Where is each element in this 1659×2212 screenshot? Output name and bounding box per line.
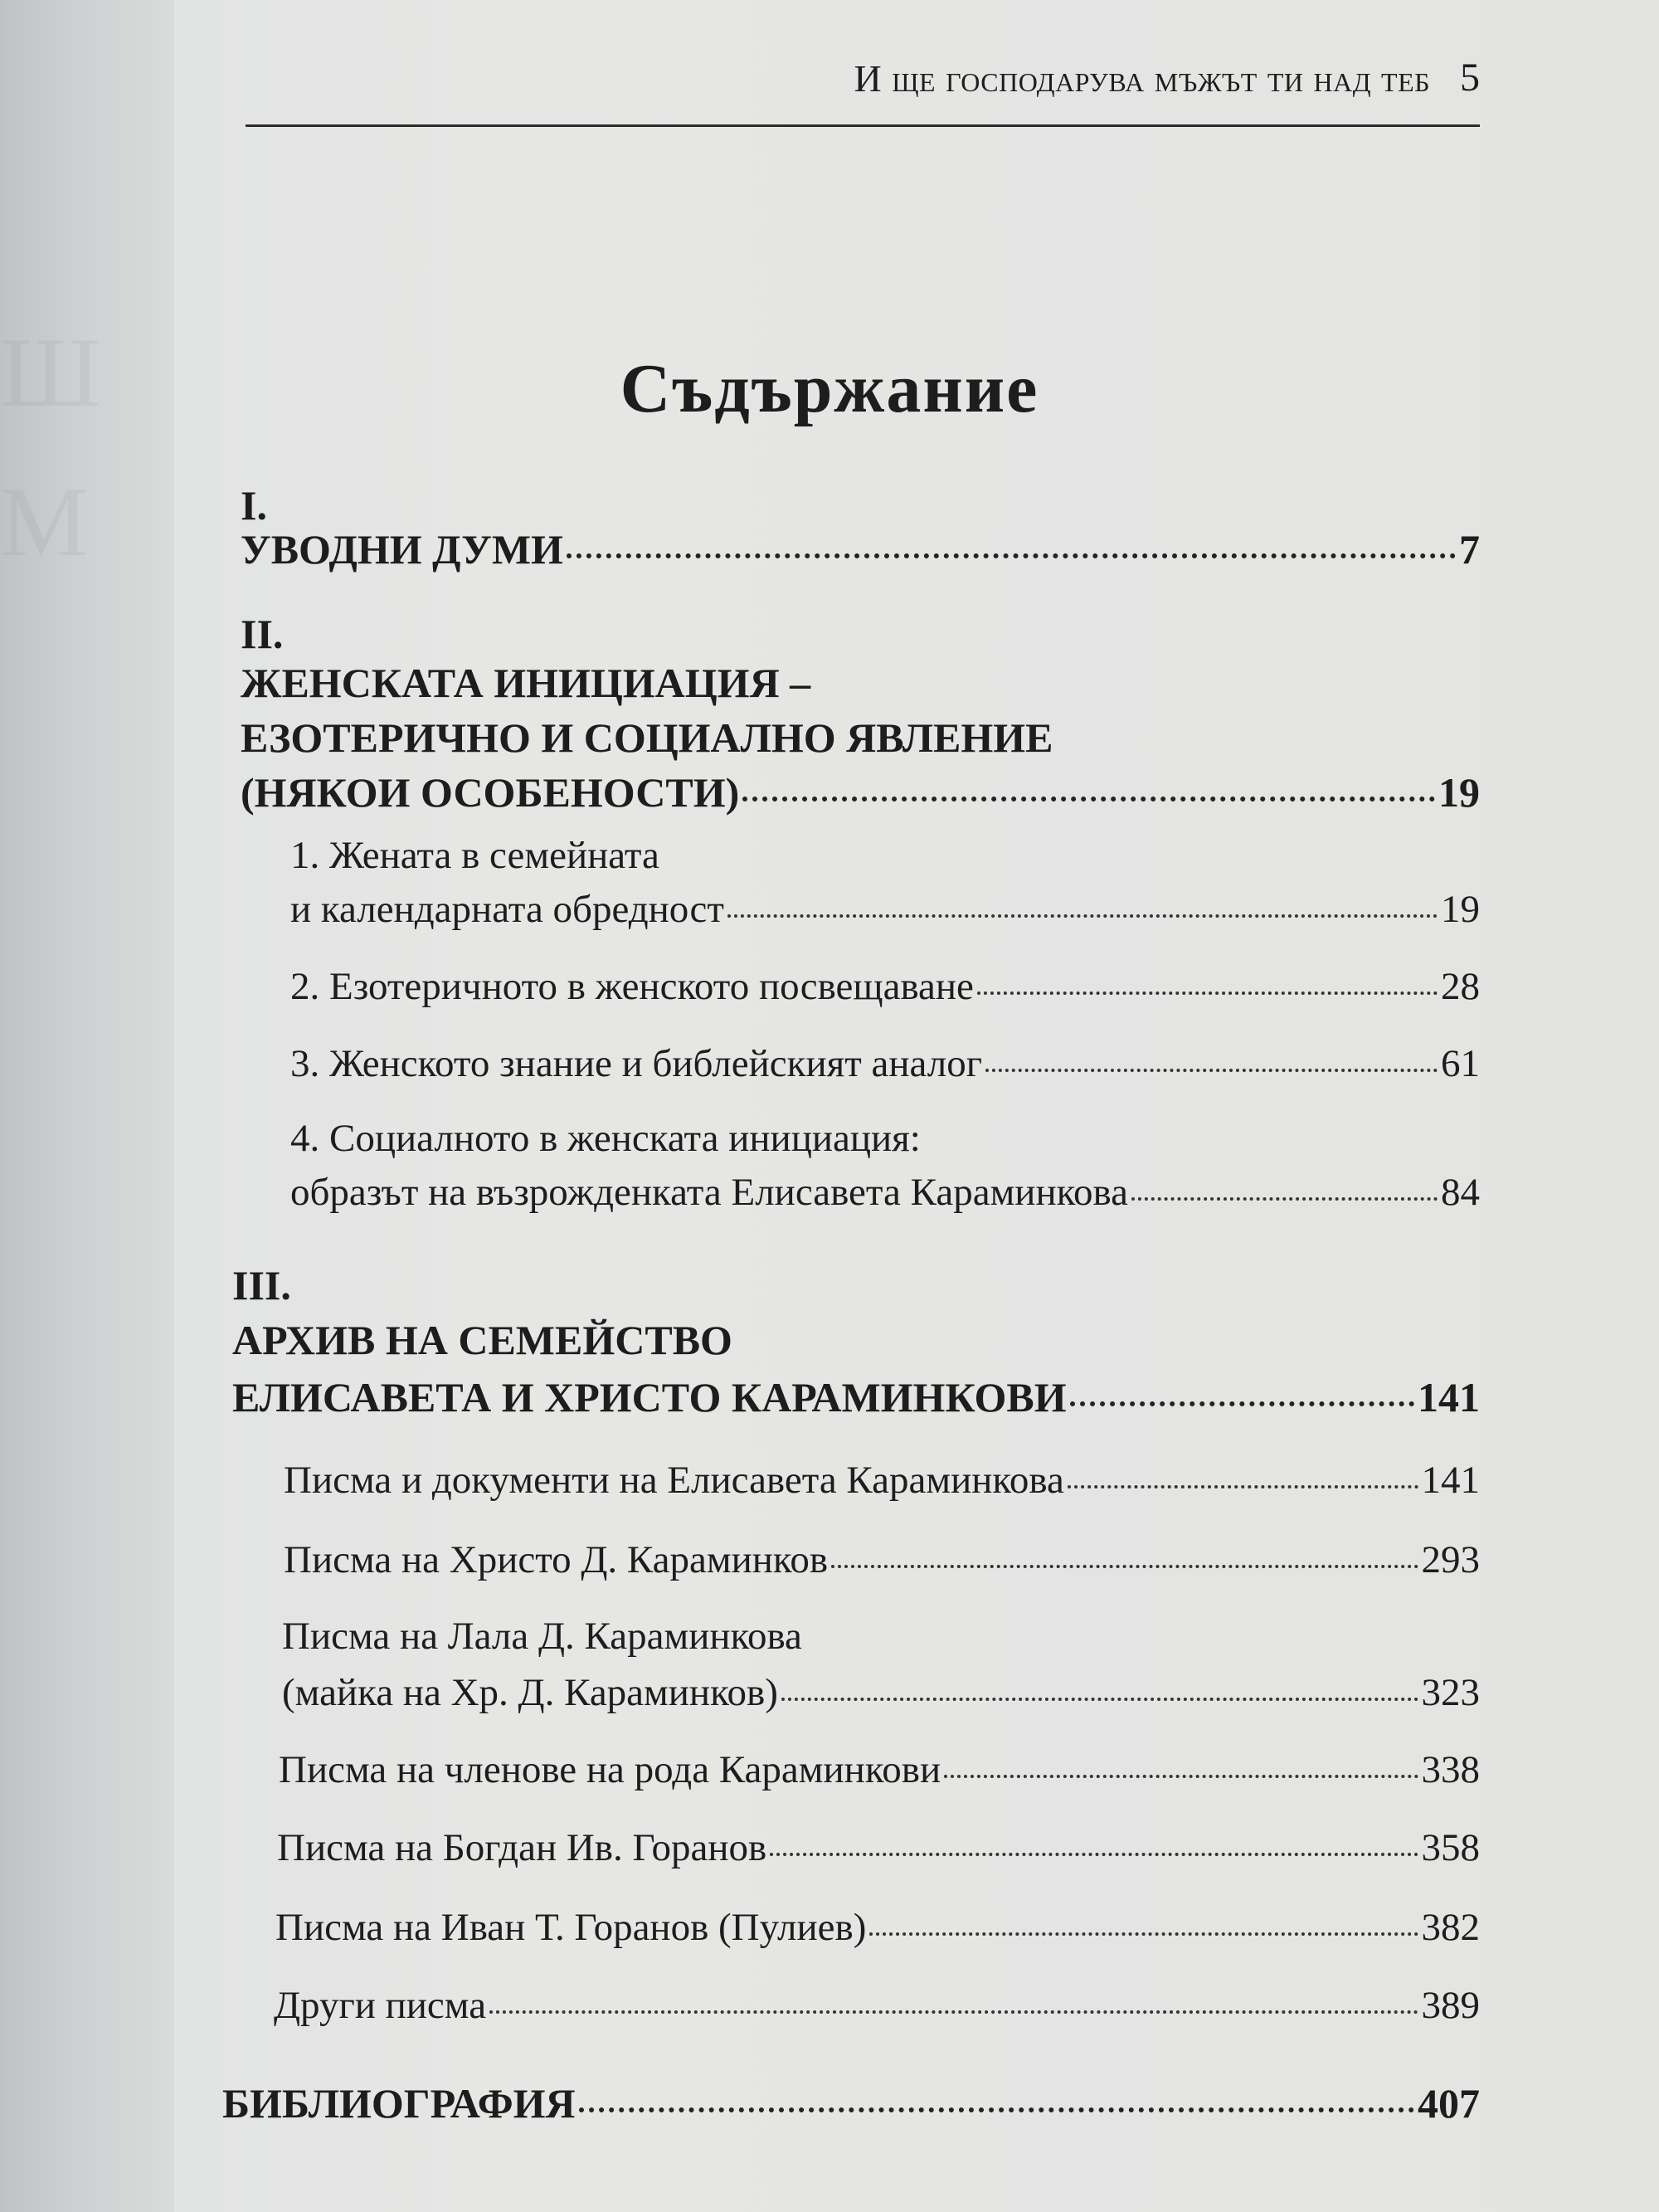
toc-page-number: 7 xyxy=(1459,526,1480,572)
toc-page-number: 28 xyxy=(1441,965,1480,1008)
toc-entry-label: Други писма xyxy=(274,1984,487,2027)
toc-page-number: 141 xyxy=(1421,1459,1480,1502)
toc-subentry-line: Писма на Лала Д. Караминкова xyxy=(282,1615,802,1658)
toc-subentry[interactable] xyxy=(290,964,1480,1009)
dot-leader xyxy=(567,553,1456,558)
toc-page-number: 382 xyxy=(1421,1906,1480,1949)
toc-page-number: 141 xyxy=(1418,1374,1480,1420)
toc-page-number: 358 xyxy=(1421,1826,1480,1869)
toc-entry-section-3[interactable] xyxy=(232,1373,1480,1421)
toc-page-number: 84 xyxy=(1441,1171,1480,1214)
section-number: III. xyxy=(232,1262,291,1308)
toc-entry-label: Писма на Иван Т. Горанов (Пулиев) xyxy=(275,1906,867,1949)
toc-subentry[interactable] xyxy=(284,1537,1480,1582)
dot-leader xyxy=(1068,1485,1418,1488)
toc-entry-label: и календарната обредност xyxy=(290,888,724,931)
toc-subentry[interactable] xyxy=(290,1170,1480,1215)
toc-page-number: 407 xyxy=(1418,2080,1480,2127)
toc-entry-section-2[interactable] xyxy=(241,768,1480,816)
dot-leader xyxy=(1131,1197,1438,1201)
running-title: И ще господарува мъжът ти над теб xyxy=(854,57,1430,100)
section-number: I. xyxy=(241,482,267,529)
toc-entry-label: (НЯКОИ ОСОБЕНОСТИ) xyxy=(241,769,740,816)
section-title-line: ЕЗОТЕРИЧНО И СОЦИАЛНО ЯВЛЕНИЕ xyxy=(241,714,1053,761)
toc-entry-label: 3. Женското знание и библейският аналог xyxy=(290,1042,983,1085)
toc-entry-label: Писма на членове на рода Караминкови xyxy=(279,1748,941,1791)
toc-subentry-line: 4. Социалното в женската инициация: xyxy=(290,1117,921,1160)
dot-leader xyxy=(985,1069,1438,1072)
toc-entry-section-1[interactable] xyxy=(241,525,1480,573)
section-number: II. xyxy=(241,611,284,657)
dot-leader xyxy=(944,1775,1418,1778)
toc-entry-label: (майка на Хр. Д. Караминков) xyxy=(282,1671,778,1714)
toc-subentry[interactable] xyxy=(290,1041,1480,1086)
dot-leader xyxy=(977,992,1438,995)
toc-entry-label: Писма на Христо Д. Караминков xyxy=(284,1538,829,1581)
toc-entry-label: 2. Езотеричното в женското посвещаване xyxy=(290,965,974,1008)
dot-leader xyxy=(742,797,1435,801)
toc-page-number: 338 xyxy=(1421,1748,1480,1791)
toc-subentry[interactable] xyxy=(282,1670,1480,1715)
toc-entry-label: Писма на Богдан Ив. Горанов xyxy=(277,1826,767,1869)
dot-leader xyxy=(489,2010,1418,2014)
section-title-line: АРХИВ НА СЕМЕЙСТВО xyxy=(232,1317,732,1363)
toc-subentry[interactable] xyxy=(274,1983,1480,2028)
page-number: 5 xyxy=(1460,56,1480,100)
dot-leader xyxy=(579,2107,1414,2112)
toc-subentry-line: 1. Жената в семейната xyxy=(290,834,659,877)
dot-leader xyxy=(781,1698,1418,1701)
toc-page-number: 323 xyxy=(1421,1671,1480,1714)
toc-entry-label: УВОДНИ ДУМИ xyxy=(241,526,563,572)
toc-page-number: 19 xyxy=(1438,769,1480,816)
toc-page-number: 389 xyxy=(1421,1984,1480,2027)
toc-entry-bibliography[interactable] xyxy=(222,2079,1480,2127)
section-title-line: ЖЕНСКАТА ИНИЦИАЦИЯ – xyxy=(241,660,811,706)
toc-entry-label: Писма и документи на Елисавета Караминкова xyxy=(284,1459,1064,1502)
dot-leader xyxy=(770,1853,1418,1856)
toc-subentry[interactable] xyxy=(275,1905,1480,1950)
toc-subentry[interactable] xyxy=(290,887,1480,932)
toc-page-number: 61 xyxy=(1441,1042,1480,1085)
bleed-through-glyph: Ш xyxy=(0,317,101,427)
toc-title: Съдържание xyxy=(620,350,1039,427)
toc-subentry[interactable] xyxy=(277,1825,1480,1870)
toc-page-number: 293 xyxy=(1421,1538,1480,1581)
toc-subentry[interactable] xyxy=(279,1747,1480,1792)
dot-leader xyxy=(831,1565,1418,1568)
dot-leader xyxy=(869,1932,1418,1936)
dot-leader xyxy=(1070,1401,1414,1406)
toc-entry-label: БИБЛИОГРАФИЯ xyxy=(222,2080,576,2127)
toc-subentry[interactable] xyxy=(284,1458,1480,1503)
dot-leader xyxy=(727,914,1438,918)
bleed-through-glyph: М xyxy=(0,466,89,577)
toc-entry-label: ЕЛИСАВЕТА И ХРИСТО КАРАМИНКОВИ xyxy=(232,1374,1067,1420)
toc-page-number: 19 xyxy=(1441,888,1480,931)
running-header xyxy=(246,50,1480,127)
toc-entry-label: образът на възрожденката Елисавета Караминкова xyxy=(290,1171,1128,1214)
